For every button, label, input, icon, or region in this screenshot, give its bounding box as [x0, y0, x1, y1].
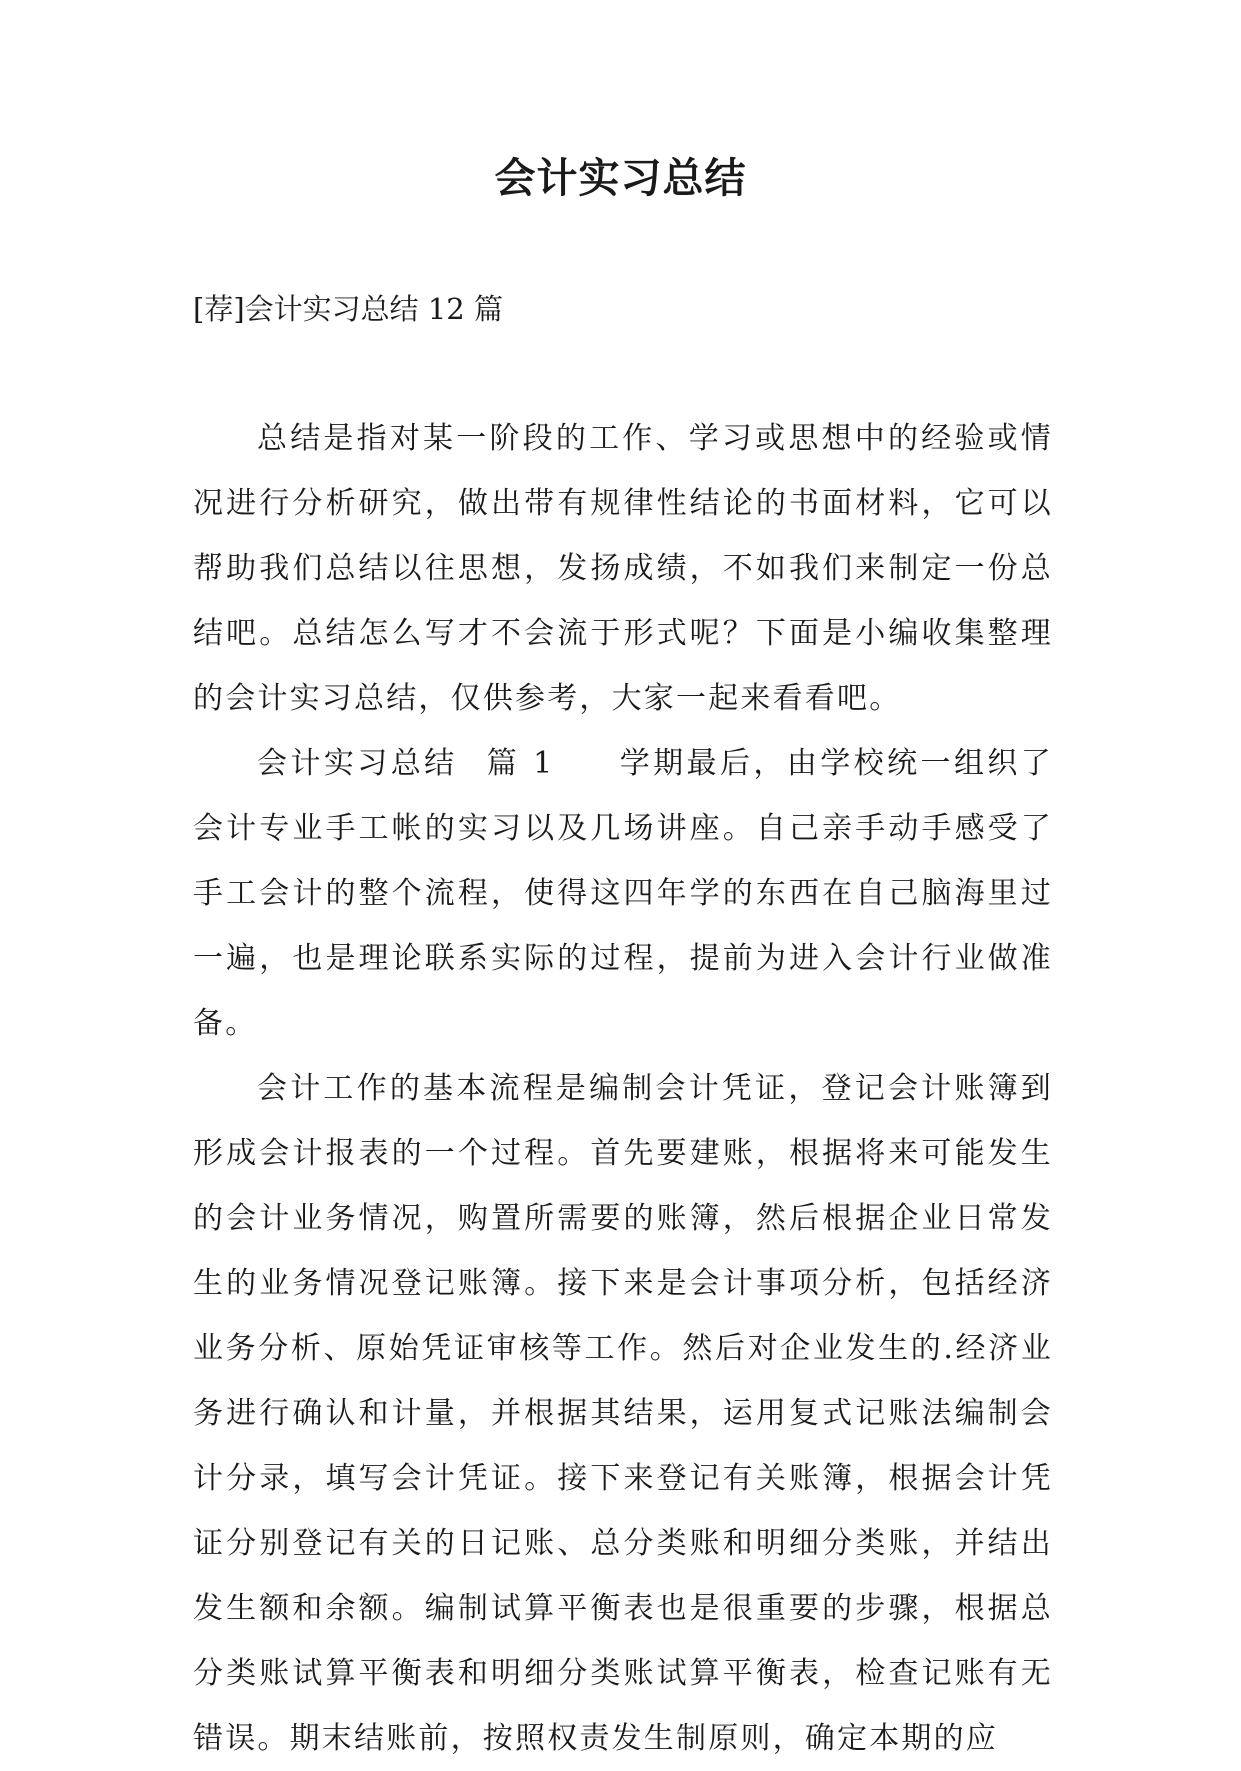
document-subtitle: [荐]会计实习总结 12 篇 [193, 292, 503, 326]
intro-paragraph [193, 406, 1053, 731]
document-body [193, 406, 1053, 1771]
section-1-text: 学期最后，由学校统一组织了会计专业手工帐的实习以及几场讲座。自己亲手动手感受了手工会计的整个流程，使得这四年学的东西在自己脑海里过一遍，也是理论联系实际的过程，提前为进入会计行业做准备。 [193, 746, 1053, 1041]
section-heading: 会计实习总结 [257, 746, 458, 781]
section-number: 篇 1 [485, 746, 555, 781]
section-1-paragraph [193, 731, 1053, 1056]
workflow-paragraph-text: 会计工作的基本流程是编制会计凭证，登记会计账簿到形成会计报表的一个过程。首先要建账，根据将来可能发生的会计业务情况，购置所需要的账簿，然后根据企业日常发生的业务情况登记账簿。接下来是会计事项分析，包括经济业务分析、原始凭证审核等工作。然后对企业发生的.经济业务进行确认和计量，并根据其结果，运用复式记账法编制会计分录，填写会计凭证。接下来登记有关账簿，根据会计凭证分别登记有关的日记账、总分类账和明细分类账，并结出发生额和余额。编制试算平衡表也是很重要的步骤，根据总分类账试算平衡表和明细分类账试算平衡表，检查记账有无错误。期末结账前，按照权责发生制原则，确定本期的应 [193, 1071, 1053, 1756]
document-title: 会计实习总结 [494, 154, 747, 202]
intro-paragraph-text: 总结是指对某一阶段的工作、学习或思想中的经验或情况进行分析研究，做出带有规律性结论的书面材料，它可以帮助我们总结以往思想，发扬成绩，不如我们来制定一份总结吧。总结怎么写才不会流于形式呢？下面是小编收集整理的会计实习总结，仅供参考，大家一起来看看吧。 [193, 421, 1053, 716]
workflow-paragraph [193, 1056, 1053, 1771]
